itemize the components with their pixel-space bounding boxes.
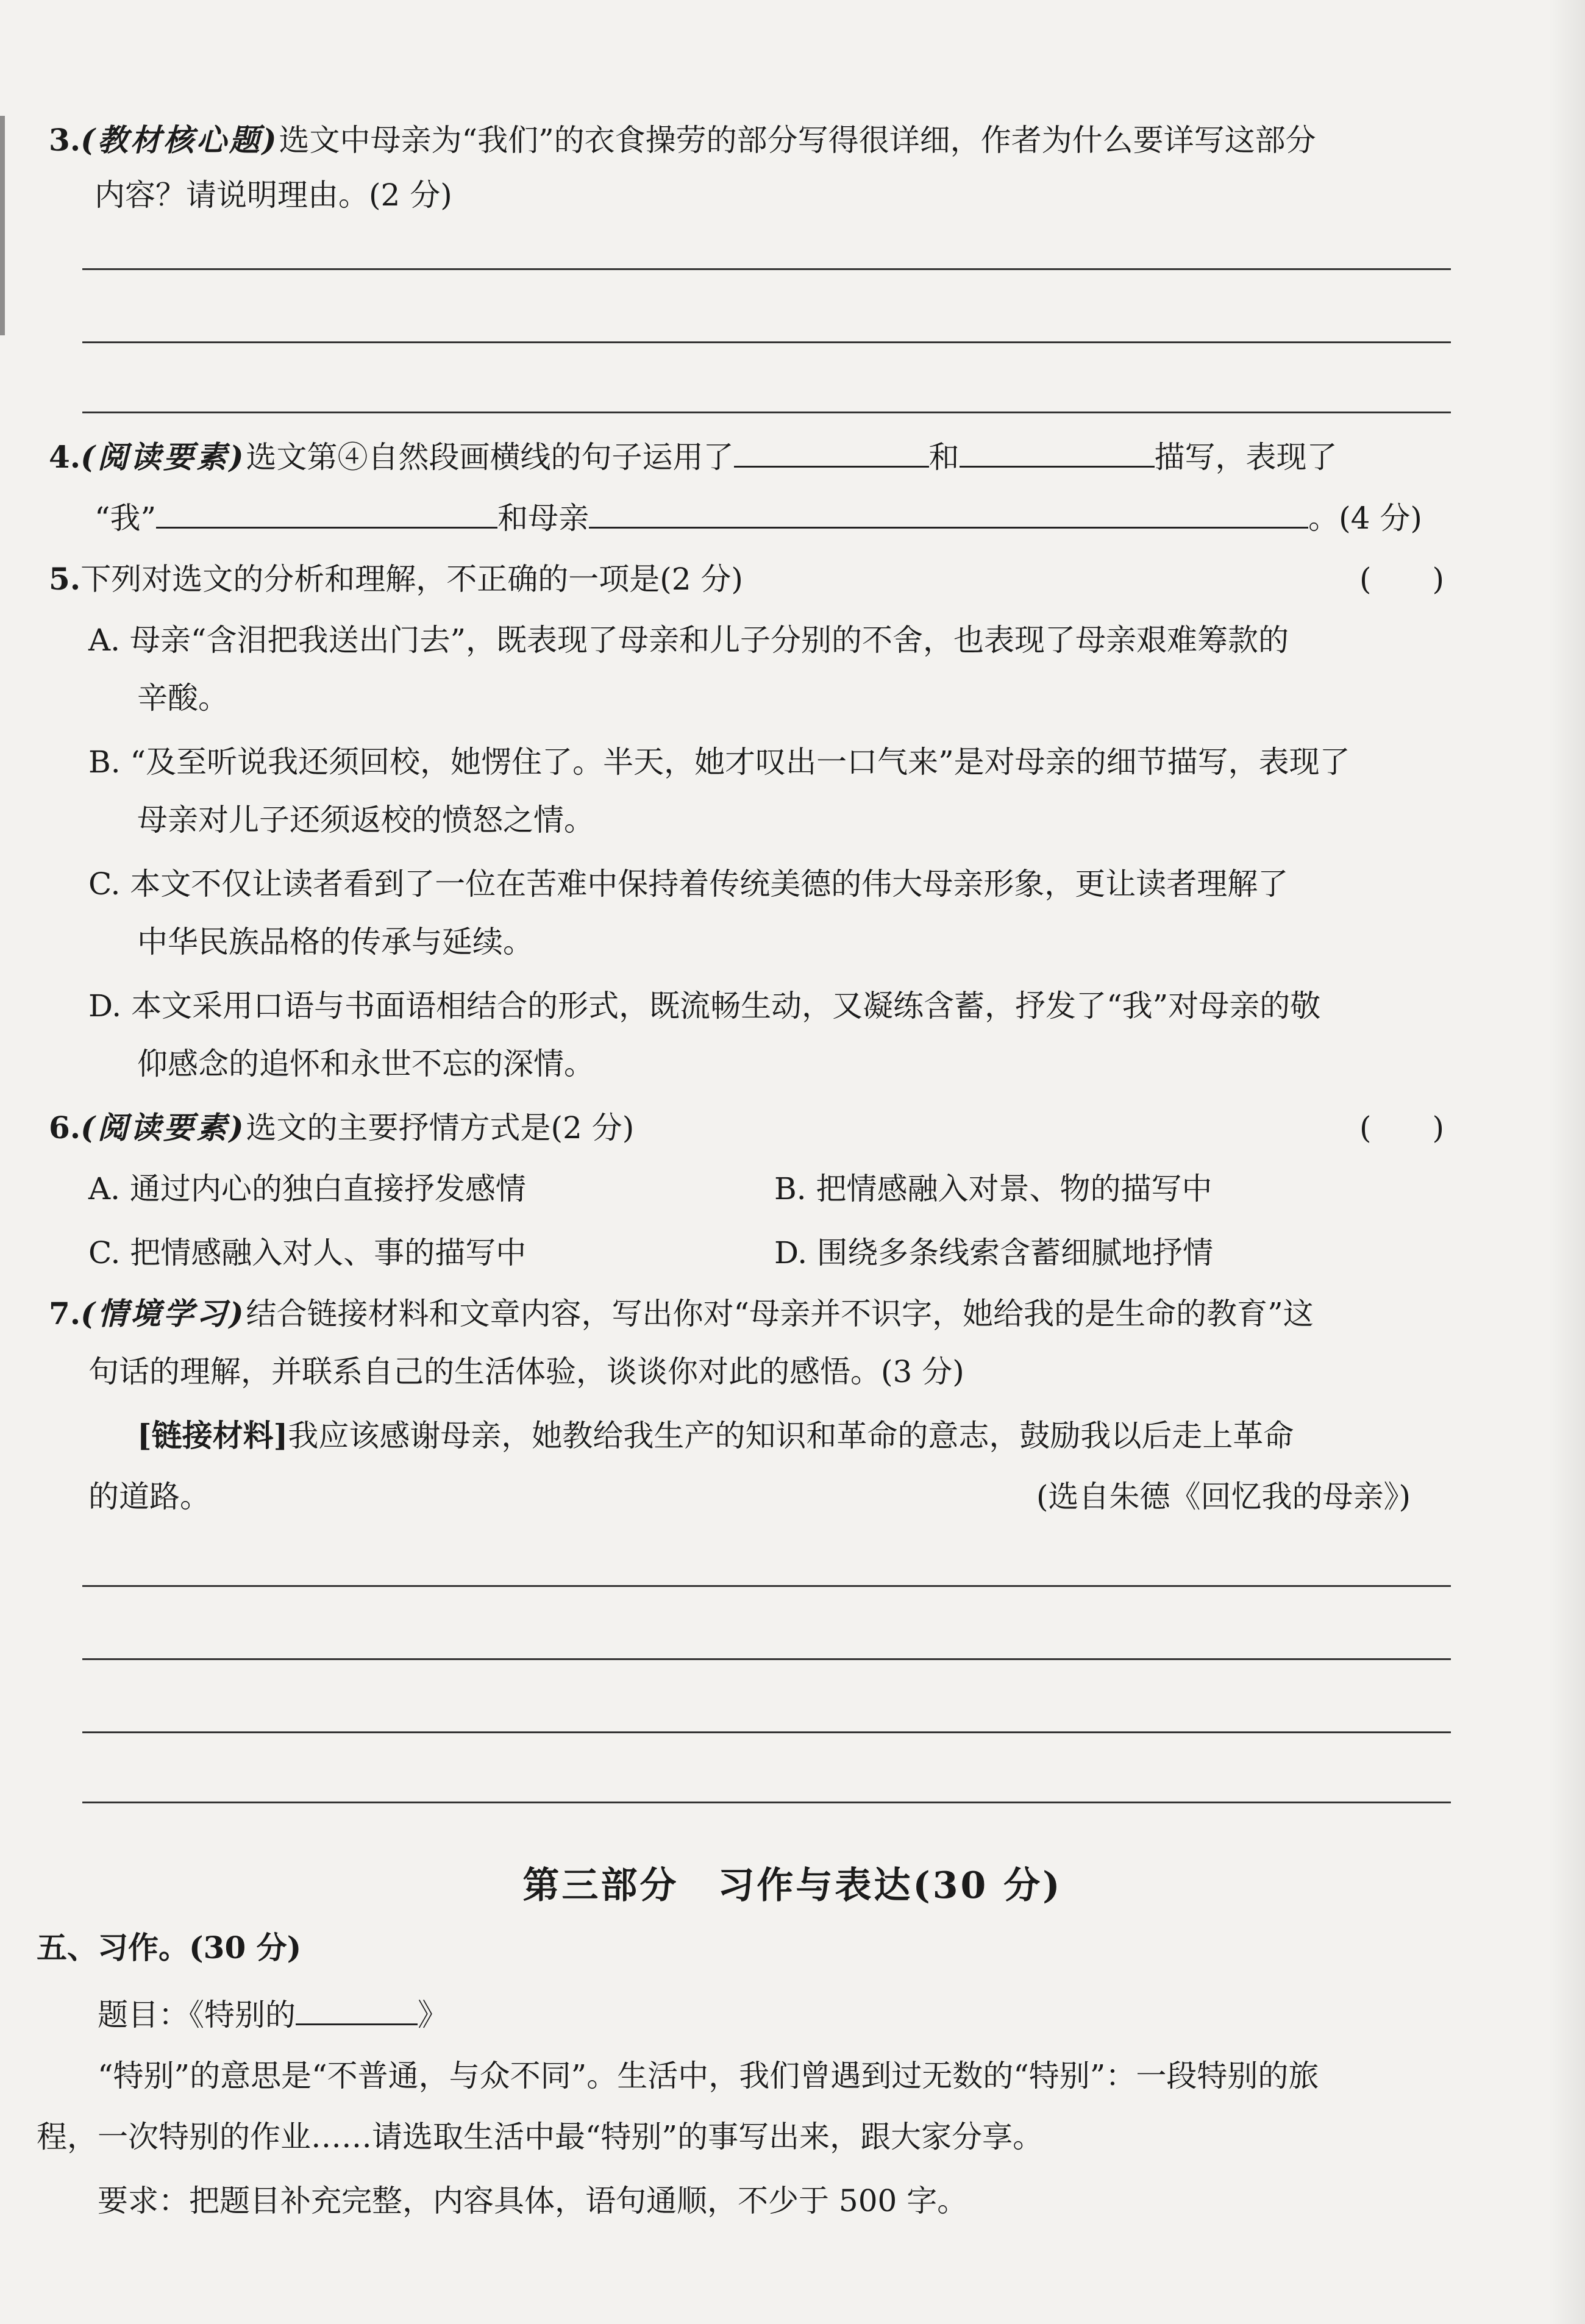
q7-material-text: 我应该感谢母亲，她教给我生产的知识和革命的意志，鼓励我以后走上革命 xyxy=(288,1418,1294,1453)
q5-option-b-cont: 母亲对儿子还须返校的愤怒之情。 xyxy=(137,802,594,838)
q5-option-c: C. 本文不仅让读者看到了一位在苦难中保持着传统美德的伟大母亲形象，更让读者理解了 xyxy=(88,866,1289,902)
q5-answer-paren[interactable]: ( ) xyxy=(1359,561,1445,597)
q4-me: “我” xyxy=(94,501,157,536)
q5-option-c-cont: 中华民族品格的传承与延续。 xyxy=(137,924,533,960)
q3-answer-line-2[interactable] xyxy=(82,341,1451,343)
q7-line1 xyxy=(49,1292,1314,1335)
q4-and: 和 xyxy=(928,440,960,475)
page-fold-shadow xyxy=(1548,0,1585,2324)
binding-edge-mark xyxy=(0,116,5,335)
essay-requirement: 要求：把题目补充完整，内容具体，语句通顺，不少于 500 字。 xyxy=(98,2183,968,2219)
q5-option-d: D. 本文采用口语与书面语相结合的形式，既流畅生动，又凝练含蓄，抒发了“我”对母亲的敬 xyxy=(88,988,1321,1024)
q5-number: 5. xyxy=(49,561,81,597)
q7-tag: (情境学习) xyxy=(80,1296,246,1331)
q3-line1 xyxy=(49,119,1316,162)
q4-blank-4[interactable] xyxy=(589,494,1308,529)
q5-option-a: A. 母亲“含泪把我送出门去”，既表现了母亲和儿子分别的不舍，也表现了母亲艰难筹款的 xyxy=(88,622,1289,658)
q7-material-source: (选自朱德《回忆我的母亲》) xyxy=(1036,1479,1411,1514)
q6-option-c: C. 把情感融入对人、事的描写中 xyxy=(88,1235,527,1271)
essay-title-line xyxy=(98,1991,448,2036)
q7-answer-line-1[interactable] xyxy=(82,1585,1451,1587)
q6-stem: 选文的主要抒情方式是(2 分) xyxy=(246,1110,635,1146)
essay-title-blank[interactable] xyxy=(296,1991,418,2025)
q7-answer-line-4[interactable] xyxy=(82,1802,1451,1803)
q4-tag: (阅读要素) xyxy=(80,439,246,475)
q5-stem: 下列对选文的分析和理解，不正确的一项是(2 分) xyxy=(80,561,743,597)
q4-blank-2[interactable] xyxy=(960,433,1155,468)
q4-score: 。(4 分) xyxy=(1308,501,1422,536)
q3-number: 3. xyxy=(49,122,81,158)
q4-number: 4. xyxy=(49,439,81,475)
q6-number: 6. xyxy=(49,1110,81,1146)
q6-stem-line xyxy=(49,1107,634,1149)
q6-option-a: A. 通过内心的独白直接抒发感情 xyxy=(88,1171,526,1207)
q6-answer-paren[interactable]: ( ) xyxy=(1359,1110,1445,1146)
q4-line1 xyxy=(49,433,1337,479)
q7-material-label: [链接材料] xyxy=(137,1417,288,1453)
q5-option-b: B. “及至听说我还须回校，她愣住了。半天，她才叹出一口气来”是对母亲的细节描写，表现了 xyxy=(88,744,1350,780)
q3-stem: 选文中母亲为“我们”的衣食操劳的部分写得很详细，作者为什么要详写这部分 xyxy=(279,123,1316,158)
q6-option-b: B. 把情感融入对景、物的描写中 xyxy=(774,1171,1213,1207)
essay-prompt-line1: “特别”的意思是“不普通，与众不同”。生活中，我们曾遇到过无数的“特别”：一段特别的旅 xyxy=(98,2058,1319,2094)
q4-blank-1[interactable] xyxy=(734,433,929,468)
q7-material-text-cont: 的道路。 xyxy=(88,1479,210,1514)
q4-text: 选文第④自然段画横线的句子运用了 xyxy=(246,440,734,475)
q7-answer-line-2[interactable] xyxy=(82,1658,1451,1660)
q4-text-cont: 描写，表现了 xyxy=(1154,440,1337,475)
essay-title-suffix: 》 xyxy=(418,1997,448,2033)
essay-heading: 五、习作。(30 分) xyxy=(37,1930,302,1966)
section-three-title: 第三部分 习作与表达(30 分) xyxy=(522,1864,1063,1907)
q4-and-mother: 和母亲 xyxy=(497,501,589,536)
q3-answer-line-3[interactable] xyxy=(82,412,1451,413)
q6-tag: (阅读要素) xyxy=(80,1110,246,1146)
essay-prompt-line2: 程，一次特别的作业……请选取生活中最“特别”的事写出来，跟大家分享。 xyxy=(37,2119,1044,2155)
q5-option-a-cont: 辛酸。 xyxy=(137,680,229,716)
q4-line2 xyxy=(94,494,1422,540)
q6-option-d: D. 围绕多条线索含蓄细腻地抒情 xyxy=(774,1235,1214,1271)
q3-tag: (教材核心题) xyxy=(80,122,279,158)
q3-line2 xyxy=(94,174,452,216)
q7-stem-cont: 句话的理解，并联系自己的生活体验，谈谈你对此的感悟。(3 分) xyxy=(88,1354,964,1389)
q4-blank-3[interactable] xyxy=(156,494,497,529)
q5-stem-line xyxy=(49,558,743,601)
q7-number: 7. xyxy=(49,1296,81,1331)
essay-title-prefix: 题目：《特别的 xyxy=(98,1997,296,2033)
q7-answer-line-3[interactable] xyxy=(82,1731,1451,1733)
q7-stem: 结合链接材料和文章内容，写出你对“母亲并不识字，她给我的是生命的教育”这 xyxy=(246,1296,1314,1331)
q5-option-d-cont: 仰感念的追怀和永世不忘的深情。 xyxy=(137,1046,594,1082)
q3-stem-cont: 内容？请说明理由。(2 分) xyxy=(94,177,452,213)
q3-answer-line-1[interactable] xyxy=(82,268,1451,270)
q7-material-line1 xyxy=(137,1414,1294,1457)
